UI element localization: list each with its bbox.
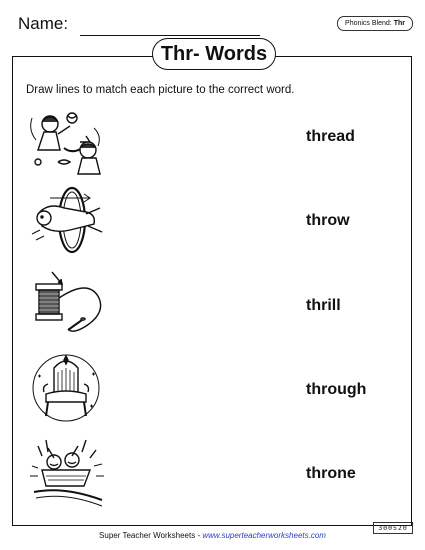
name-field bbox=[18, 14, 248, 38]
word-throw[interactable]: throw bbox=[306, 212, 350, 229]
phonics-blend-badge bbox=[337, 16, 413, 31]
name-label: Name: bbox=[18, 14, 69, 33]
throne-icon bbox=[28, 352, 106, 424]
worksheet-code: 300520 bbox=[373, 522, 413, 534]
picture-throne bbox=[28, 352, 106, 424]
word-throne[interactable]: throne bbox=[306, 465, 356, 482]
through-hoop-icon bbox=[28, 184, 106, 256]
throw-ball-icon bbox=[28, 108, 106, 180]
word-through[interactable]: through bbox=[306, 381, 367, 398]
instructions: Draw lines to match each picture to the correct word. bbox=[26, 84, 295, 96]
picture-throw bbox=[28, 108, 106, 180]
badge-value: Thr bbox=[393, 20, 405, 27]
footer-brand: Super Teacher Worksheets bbox=[99, 531, 196, 540]
thread-spool-icon bbox=[28, 268, 106, 340]
footer bbox=[0, 531, 425, 540]
picture-through bbox=[28, 184, 106, 256]
name-write-line[interactable] bbox=[80, 35, 260, 36]
picture-thread bbox=[28, 268, 106, 340]
word-thread[interactable]: thread bbox=[306, 128, 355, 145]
badge-label: Phonics Blend: bbox=[345, 20, 392, 27]
worksheet-title: Thr- Words bbox=[152, 38, 276, 70]
thrill-ride-icon bbox=[28, 436, 106, 508]
word-thrill[interactable]: thrill bbox=[306, 297, 341, 314]
footer-separator: - bbox=[195, 531, 203, 540]
footer-url-link[interactable]: www.superteacherworksheets.com bbox=[202, 531, 326, 540]
picture-thrill bbox=[28, 436, 106, 508]
